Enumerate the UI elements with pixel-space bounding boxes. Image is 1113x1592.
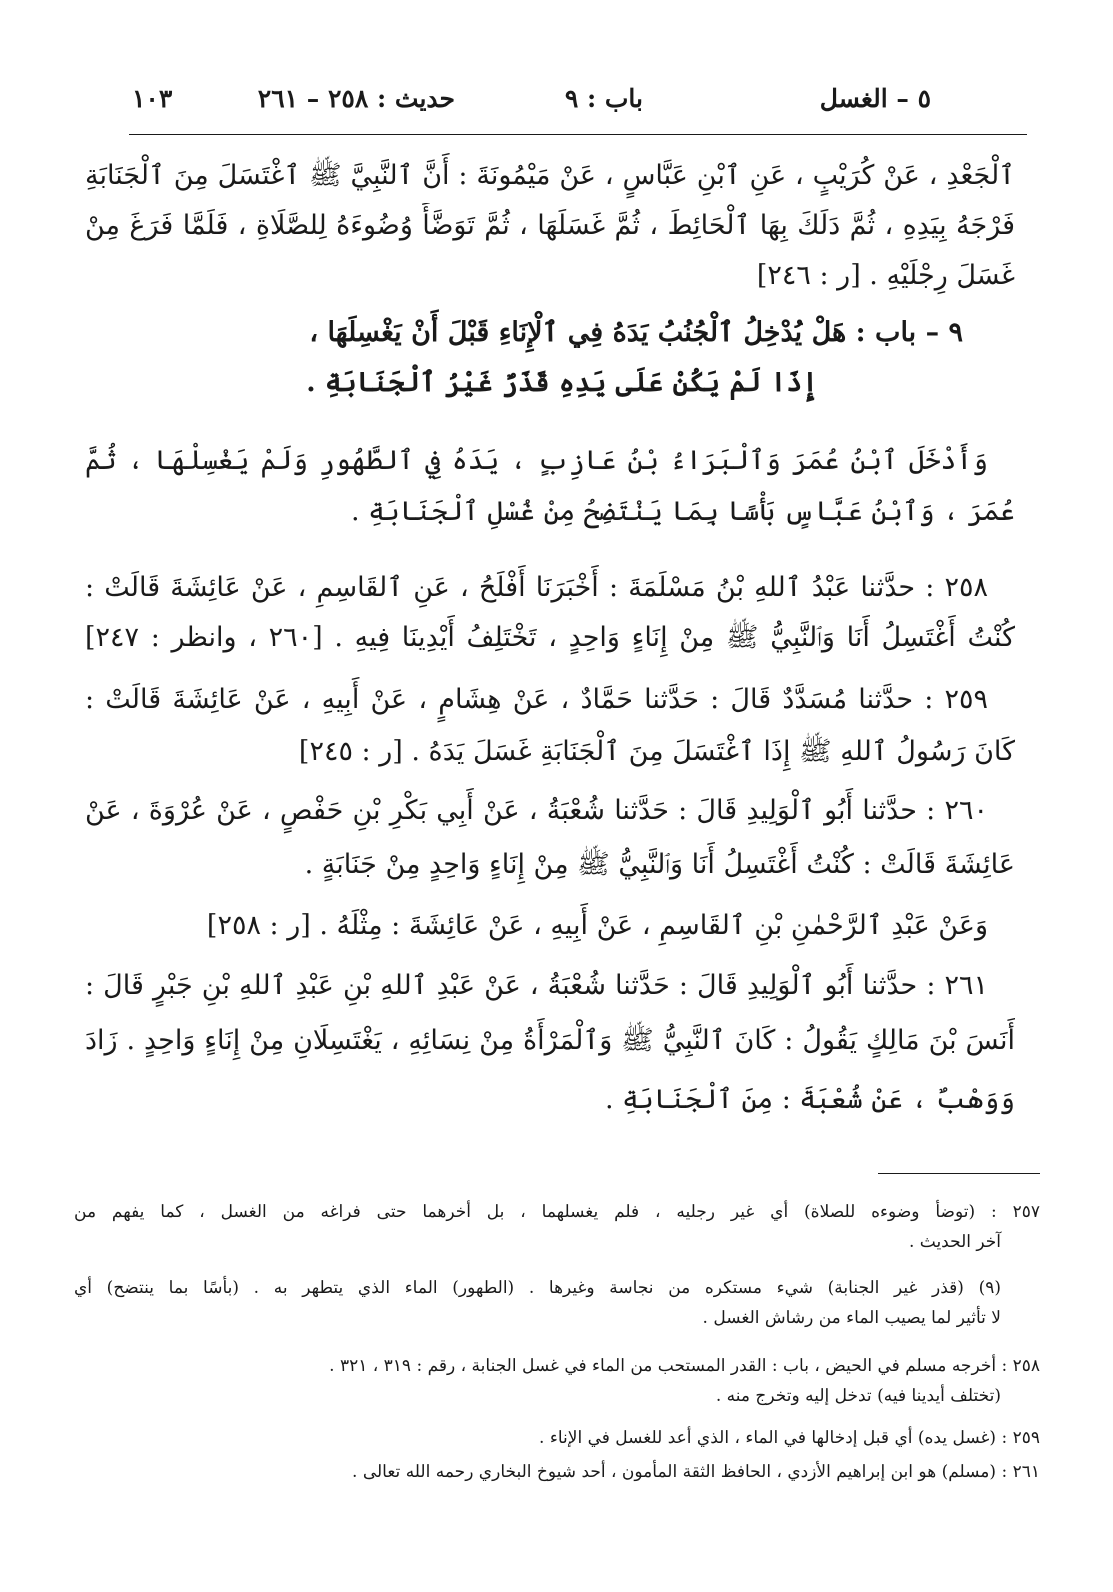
hadith-261-line: أَنَسَ بْنَ مَالِكٍ يَقُولُ : كَانَ ٱلنَّبِيُّ ﷺ وَٱلْمَرْأَةُ مِنْ نِسَائِهِ ، يَغْتَسِلَانِ مِنْ إِنَاءٍ وَاحِدٍ . زَادَ <box>85 1025 1015 1056</box>
hadith-259-line: كَانَ رَسُولُ ٱللهِ ﷺ إِذَا ٱغْتَسَلَ مِنَ ٱلْجَنَابَةِ غَسَلَ يَدَهُ . [ر : ٢٤٥] <box>298 736 1015 767</box>
hadith-258-line: كُنْتُ أَغْتَسِلُ أَنَا وَٱلنَّبِيُّ ﷺ مِنْ إِنَاءٍ وَاحِدٍ ، تَخْتَلِفُ أَيْدِينَا فِيهِ . [٢٦٠ ، وانظر : ٢٤٧] <box>85 622 1015 653</box>
text-line: ٱلْجَعْدِ ، عَنْ كُرَيْبٍ ، عَنِ ٱبْنِ عَبَّاسٍ ، عَنْ مَيْمُونَةَ : أَنَّ ٱلنَّبِيَّ ﷺ ٱغْتَسَلَ مِنَ ٱلْجَنَابَةِ <box>85 160 1015 191</box>
text-line: عُمَرَ ، وَٱبْنُ عَبَّاسٍ بَأْسًا بِمَا يَنْتَضِحُ مِنْ غُسْلِ ٱلْجَنَابَةِ . <box>351 496 1015 527</box>
text-line: غَسَلَ رِجْلَيْهِ . [ر : ٢٤٦] <box>756 260 1015 291</box>
footnote-259: ٢٥٩ : (غسل يده) أي قبل إدخالها في الماء ، الذي أعد للغسل في الإناء . <box>539 1428 1040 1448</box>
hadith-261-line: ٢٦١ : حدَّثنا أَبُو ٱلْوَلِيدِ قَالَ : حَدَّثنا شُعْبَةُ ، عَنْ عَبْدِ ٱللهِ بْنِ عَبْدِ ٱللهِ بْنِ جَبْرٍ قَالَ : <box>85 970 988 1001</box>
text-line: وَأَدْخَلَ ٱبْنُ عُمَرَ وَٱلْبَرَاءُ بْنُ عَازِبٍ ، يَدَهُ فِي ٱلطَّهُورِ وَلَمْ يَغْسِلْهَا ، ثُمَّ <box>85 445 988 476</box>
header-page-number: ١٠٣ <box>132 84 173 113</box>
hadith-259-line: ٢٥٩ : حدَّثنا مُسَدَّدٌ قَالَ : حَدَّثنا حَمَّادٌ ، عَنْ هِشَامٍ ، عَنْ أَبِيهِ ، عَنْ عَائِشَةَ قَالَتْ : <box>85 684 988 715</box>
header-chapter: ٥ – الغسل <box>819 84 931 113</box>
footnote-9-cont: لا تأثير لما يصيب الماء من رشاش الغسل . <box>702 1308 1001 1328</box>
chapter-title-line-2: إِذَا لَمْ يَكُنْ عَلَى يَدِهِ قَذَرٌ غَيْرُ ٱلْجَنَابَةِ . <box>306 367 818 398</box>
chapter-title-line-1: ٩ – باب : هَلْ يُدْخِلُ ٱلْجُنُبُ يَدَهُ فِي ٱلْإِنَاءِ قَبْلَ أَنْ يَغْسِلَهَا ، <box>309 317 963 348</box>
footnote-258: ٢٥٨ : أخرجه مسلم في الحيض ، باب : القدر المستحب من الماء في غسل الجنابة ، رقم : ٣١٩ ، ٣٢١ . <box>329 1356 1040 1376</box>
footnote-257: ٢٥٧ : (توضأ وضوءه للصلاة) أي غير رجليه ، فلم يغسلهما ، بل أخرهما حتى فراغه من الغسل ، كما يفهم من <box>74 1202 1040 1222</box>
hadith-261-line: وَوَهْبٌ ، عَنْ شُعْبَةَ : مِنَ ٱلْجَنَابَةِ . <box>605 1084 1015 1115</box>
footnote-257-cont: آخر الحديث . <box>908 1232 1001 1252</box>
footnote-261: ٢٦١ : (مسلم) هو ابن إبراهيم الأزدي ، الحافظ الثقة المأمون ، أحد شيوخ البخاري رحمه الله تعالى . <box>352 1462 1040 1482</box>
hadith-258-line: ٢٥٨ : حدَّثنا عَبْدُ ٱللهِ بْنُ مَسْلَمَةَ : أَخْبَرَنَا أَفْلَحُ ، عَنِ ٱلقَاسِمِ ، عَنْ عَائِشَةَ قَالَتْ : <box>85 572 988 603</box>
header-divider <box>129 134 1027 135</box>
header-bab: باب : ٩ <box>564 84 643 113</box>
hadith-260-line: ٢٦٠ : حدَّثنا أَبُو ٱلْوَلِيدِ قَالَ : حَدَّثنا شُعْبَةُ ، عَنْ أَبِي بَكْرِ بْنِ حَفْصٍ ، عَنْ عُرْوَةَ ، عَنْ <box>85 795 988 826</box>
text-line: فَرْجَهُ بِيَدِهِ ، ثُمَّ دَلَكَ بِهَا ٱلْحَائِطَ ، ثُمَّ غَسَلَهَا ، ثُمَّ تَوَضَّأَ وُضُوءَهُ لِلصَّلَاةِ ، فَلَمَّا فَرَغَ مِنْ <box>85 210 1015 241</box>
footnote-258-cont: (تختلف أيدينا فيه) تدخل إليه وتخرج منه . <box>715 1386 1001 1406</box>
footnote-9: (٩) (قذر غير الجنابة) شيء مستكره من نجاسة وغيرها . (الطهور) الماء الذي يتطهر به . (بأسًا بما ينتضح) أي <box>74 1278 1001 1298</box>
hadith-260-line: وَعَنْ عَبْدِ ٱلرَّحْمٰنِ بْنِ ٱلقَاسِمِ ، عَنْ أَبِيهِ ، عَنْ عَائِشَةَ : مِثْلَهُ . [ر : ٢٥٨] <box>206 910 988 941</box>
hadith-260-line: عَائِشَةَ قَالَتْ : كُنْتُ أَغْتَسِلُ أَنَا وَٱلنَّبِيُّ ﷺ مِنْ إِنَاءٍ وَاحِدٍ مِنْ جَنَابَةٍ . <box>304 849 1015 880</box>
footnote-divider <box>878 1173 1040 1174</box>
header-hadith-range: حديث : ٢٥٨ – ٢٦١ <box>257 84 455 113</box>
